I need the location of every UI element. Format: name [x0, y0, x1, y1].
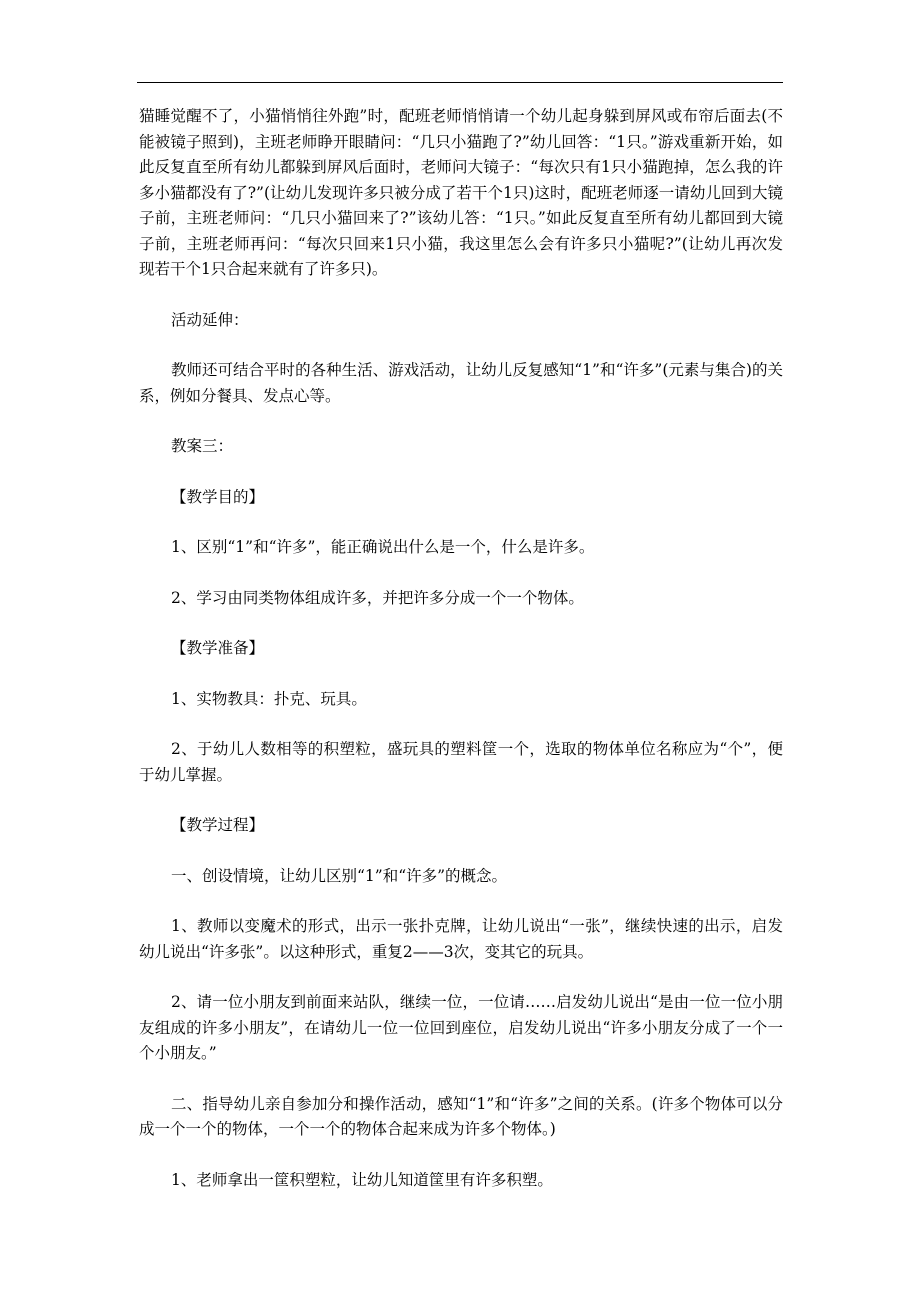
heading-teaching-process: 【教学过程】 — [171, 816, 265, 834]
heading-teaching-preparation: 【教学准备】 — [171, 639, 265, 657]
paragraph-goal-2: 2、学习由同类物体组成许多，并把许多分成一个一个物体。 — [171, 588, 584, 607]
paragraph-process-1-1: 1、教师以变魔术的形式，出示一张扑克牌，让幼儿说出“一张”，继续快速的出示，启发幼儿说出“许多张”。以这种形式，重复2——3次，变其它的玩具。 — [139, 917, 783, 961]
paragraph-prep-2: 2、于幼儿人数相等的积塑粒，盛玩具的塑料筐一个，选取的物体单位名称应为“个”，便于幼儿掌握。 — [139, 740, 783, 784]
document-body — [139, 104, 783, 1193]
paragraph-process-1: 一、创设情境，让幼儿区别“1”和“许多”的概念。 — [171, 866, 508, 885]
paragraph-extension: 教师还可结合平时的各种生活、游戏活动，让幼儿反复感知“1”和“许多”(元素与集合)的关系，例如分餐具、发点心等。 — [139, 361, 783, 405]
paragraph-process-1-2: 2、请一位小朋友到前面来站队，继续一位，一位请……启发幼儿说出“是由一位一位小朋友组成的许多小朋友”，在请幼儿一位一位回到座位，启发幼儿说出“许多小朋友分成了一个一个小朋友。” — [139, 993, 783, 1062]
heading-teaching-goals: 【教学目的】 — [171, 487, 265, 506]
heading-lesson-three: 教案三： — [171, 437, 234, 455]
paragraph-goal-1: 1、区别“1”和“许多”，能正确说出什么是一个，什么是许多。 — [171, 538, 595, 556]
paragraph-prep-1: 1、实物教具：扑克、玩具。 — [171, 689, 367, 708]
header-rule — [137, 82, 783, 83]
heading-activity-extension: 活动延伸： — [171, 310, 249, 329]
paragraph-process-2-1: 1、老师拿出一筐积塑粒，让幼儿知道筐里有许多积塑。 — [171, 1170, 553, 1189]
paragraph-process-2: 二、指导幼儿亲自参加分和操作活动，感知“1”和“许多”之间的关系。(许多个物体可以分成一个一个的物体，一个一个的物体合起来成为许多个物体。) — [139, 1094, 783, 1138]
paragraph-continuation: 猫睡觉醒不了，小猫悄悄往外跑”时，配班老师悄悄请一个幼儿起身躲到屏风或布帘后面去(不能被镜子照到)，主班老师睁开眼睛问：“几只小猫跑了?”幼儿回答：“1只。”游戏重新开始，如此反复直至所有幼儿都躲到屏风后面时，老师问大镜子：“每次只有1只小猫跑掉，怎么我的许多小猫都没有了?”(让幼儿发现许多只被分成了若干个1只)这时，配班老师逐一请幼儿回到大镜子前，主班老师问：“几只小猫回来了?”该幼儿答：“1只。”如此反复直至所有幼儿都回到大镜子前，主班老师再问：“每次只回来1只小猫，我这里怎么会有许多只小猫呢?”(让幼儿再次发现若干个1只合起来就有了许多只)。 — [139, 107, 783, 278]
